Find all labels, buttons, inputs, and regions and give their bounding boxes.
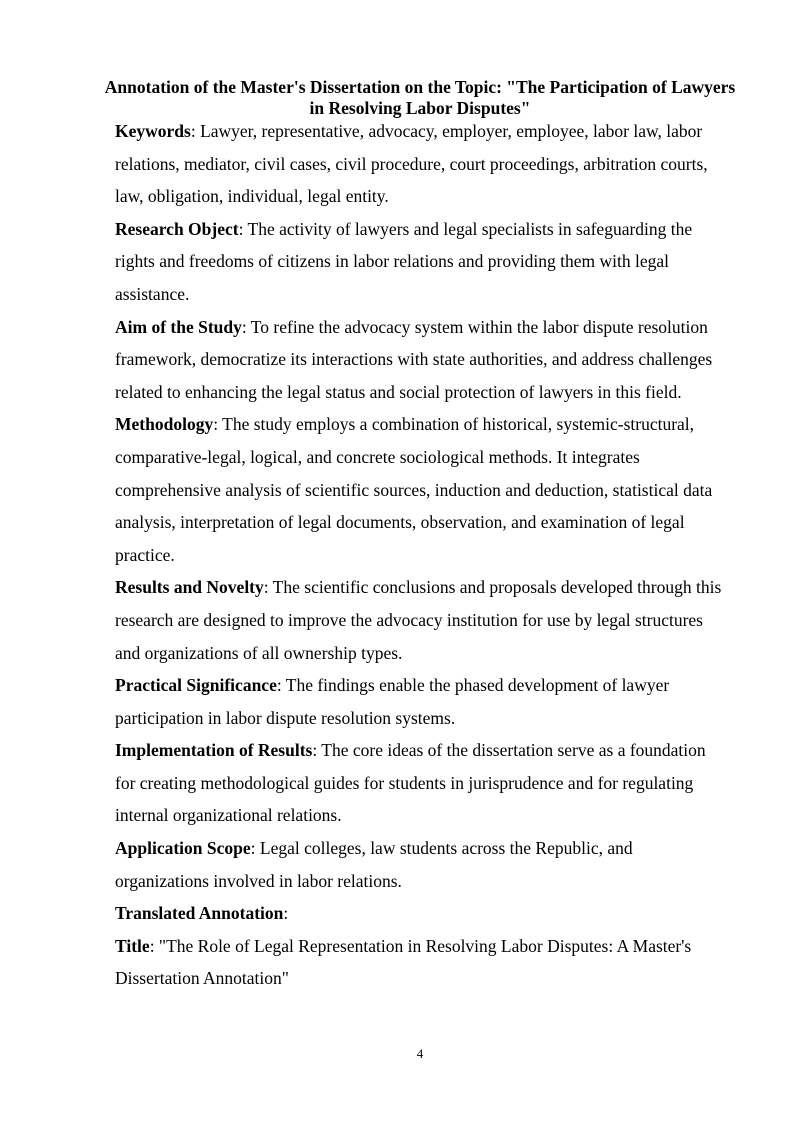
paragraph-label: Translated Annotation [115,903,284,924]
paragraph-label: Results and Novelty [115,577,264,598]
paragraph-aim-of-study [115,311,730,409]
paragraph-text: : [283,903,289,924]
paragraph-application-scope [115,832,730,897]
paragraph-label: Title [115,935,150,956]
paragraph-label: Aim of the Study [115,316,242,337]
paragraph-results-novelty [115,571,730,669]
paragraph-label: Practical Significance [115,675,277,696]
document-body [115,115,730,995]
paragraph-research-object [115,213,730,311]
paragraph-text: : The scientific conclusions and proposals developed through this research are designed to improve the advocacy institution for use by legal structures and organizations of all ownership types. [115,577,722,663]
paragraph-label: Implementation of Results [115,740,313,761]
paragraph-label: Methodology [115,414,214,435]
paragraph-practical-significance [115,669,730,734]
paragraph-label: Research Object [115,218,239,239]
paragraph-keywords [115,115,730,213]
paragraph-text: : The activity of lawyers and legal specialists in safeguarding the rights and freedoms of citizens in labor relations and providing them with legal assistance. [115,218,693,304]
paragraph-implementation [115,734,730,832]
paragraph-translated-annotation [115,897,730,930]
paragraph-text: : Lawyer, representative, advocacy, employer, employee, labor law, labor relations, mediator, civil cases, civil procedure, court proceedings, arbitration courts, law, obligation, individual, legal entity. [115,121,708,207]
paragraph-text: : "The Role of Legal Representation in Resolving Labor Disputes: A Master's Dissertation Annotation" [115,935,692,989]
paragraph-label: Keywords [115,121,191,141]
paragraph-text: : To refine the advocacy system within the labor dispute resolution framework, democratize its interactions with state authorities, and address challenges related to enhancing the legal status and social protection of lawyers in this field. [115,316,713,402]
page-number: 4 [416,1046,424,1061]
paragraph-methodology [115,408,730,571]
paragraph-title [115,930,730,995]
paragraph-text: : The core ideas of the dissertation serve as a foundation for creating methodological guides for students in jurisprudence and for regulating internal organizational relations. [115,740,706,826]
paragraph-text: : The study employs a combination of historical, systemic-structural, comparative-legal, logical, and concrete sociological methods. It integrates comprehensive analysis of scientific sources, induction and deduction, statistical data analysis, interpretation of legal documents, observation, and examination of legal practice. [115,414,713,565]
document-title: Annotation of the Master's Dissertation on the Topic: "The Participation of Lawyers in Resolving Labor Disputes" [104,77,736,118]
paragraph-text: : The findings enable the phased development of lawyer participation in labor dispute resolution systems. [115,675,670,728]
paragraph-text: : Legal colleges, law students across the Republic, and organizations involved in labor relations. [115,838,633,891]
paragraph-label: Application Scope [115,838,251,859]
